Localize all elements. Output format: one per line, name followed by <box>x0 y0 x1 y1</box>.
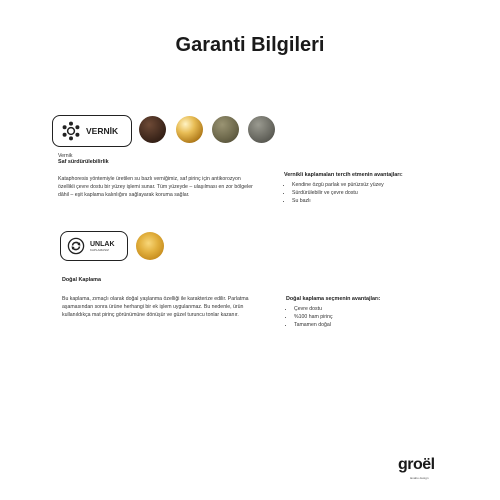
vernik-advantages-list <box>281 181 384 206</box>
recycle-icon <box>67 237 85 255</box>
list-item: • Tamamen doğal <box>294 321 333 329</box>
swatch-dark-bronze <box>139 116 166 143</box>
list-item: • Su bazlı <box>292 197 384 205</box>
unlak-description: Bu kaplama, zımaçlı olarak doğal yaşlanma özelliği ile karakterize edilir. Parlatma aşamasından sonra ürüne herhangi bir ek işlem uygulanmaz. Bu nedenle, ürün kullanıldıkça mat pirinç görünümüne dönüşür ve güzel turuncu tonlar kazanır. <box>62 296 249 319</box>
swatch-pewter <box>248 116 275 143</box>
vernik-badge <box>52 115 132 147</box>
unlak-badge-sublabel: KAPLAMASIZ <box>90 247 109 252</box>
unlak-badge <box>60 231 128 261</box>
list-item: • Kendine özgü parlak ve pürüzsüz yüzey <box>292 181 384 189</box>
vernik-description: Kataphoresis yöntemiyle üretilen su bazlı verniğimiz, saf pirinç için antikorozyon özellikli çevre dostu bir yüzey işlemi sunar. Tüm yüzeyde – ulaşılması en zor bölgeler dâhil – eşit kaplama kalınlığını sağlayarak koruma sağlar. <box>58 176 253 199</box>
unlak-advantages-list <box>283 305 333 330</box>
list-item: • Sürdürülebilir ve çevre dostu <box>292 189 384 197</box>
vernik-subtitle: Vernik <box>58 153 73 159</box>
brand-tagline: lavabo design <box>410 476 429 480</box>
list-item: • Çevre dostu <box>294 305 333 313</box>
unlak-badge-label: UNLAK <box>90 240 115 248</box>
vernik-advantages-title: Vernikli kaplamaları tercih etmenin avantajları: <box>284 172 403 178</box>
swatch-antique-brass <box>212 116 239 143</box>
vernik-subtitle-bold: Saf sürdürülebilirlik <box>58 159 109 165</box>
page-title: Garanti Bilgileri <box>175 34 325 56</box>
brand-logo: groël <box>398 456 435 473</box>
vernik-badge-label: VERNİK <box>86 126 119 136</box>
swatch-polished-brass <box>176 116 203 143</box>
swatch-raw-brass <box>136 232 164 260</box>
molecule-icon <box>61 121 81 141</box>
unlak-advantages-title: Doğal kaplama seçmenin avantajları: <box>286 296 381 302</box>
unlak-subtitle-bold: Doğal Kaplama <box>62 277 101 283</box>
list-item: • %100 ham pirinç <box>294 313 333 321</box>
